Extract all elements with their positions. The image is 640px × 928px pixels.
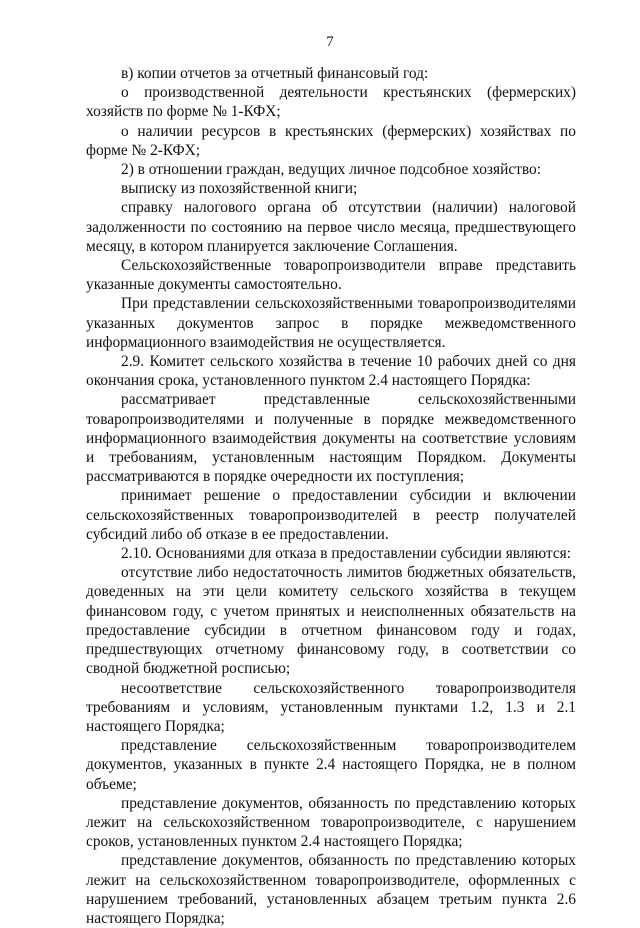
paragraph: о производственной деятельности крестьянских (фермерских) хозяйств по форме № 1-КФХ; (86, 84, 576, 121)
paragraph: о наличии ресурсов в крестьянских (фермерских) хозяйствах по форме № 2-КФХ; (86, 122, 576, 159)
paragraph: в) копии отчетов за отчетный финансовый год: (121, 65, 429, 82)
paragraph: принимает решение о предоставлении субсидии и включении сельскохозяйственных товаропроизводителей в реестр получателей субсидий либо об отказе в ее предоставлении. (86, 487, 576, 543)
paragraph: представление документов, обязанность по представлению которых лежит на сельскохозяйственном товаропроизводителе, с нарушением сроков, установленных пунктом 2.4 настоящего Порядка; (86, 794, 576, 851)
paragraph: 2.10. Основаниями для отказа в предоставлении субсидии являются: (121, 545, 572, 563)
paragraph: несоответствие сельскохозяйственного товаропроизводителя требованиям и условиям, установленным пунктами 1.2, 1.3 и 2.1 настоящего Порядка; (86, 679, 576, 735)
paragraph: 2.9. Комитет сельского хозяйства в течение 10 рабочих дней со дня окончания срока, установленного пунктом 2.4 настоящего Порядка: (86, 353, 576, 390)
paragraph: представление сельскохозяйственным товаропроизводителем документов, указанных в пункте 2.4 настоящего Порядка, не в полном объеме; (86, 737, 576, 793)
document-body (86, 64, 576, 928)
paragraph: 2) в отношении граждан, ведущих личное подсобное хозяйство: (121, 161, 542, 179)
paragraph: выписку из похозяйственной книги; (121, 180, 358, 198)
paragraph: рассматривает представленные сельскохозяйственными товаропроизводителями и полученные в порядке межведомственного информационного взаимодействия документы на соответствие условиям и требованиям, установленным настоящим Порядком. Документы рассматриваются в порядке очередности их поступления; (86, 391, 576, 486)
paragraph: справку налогового органа об отсутствии (наличии) налоговой задолженности по состоянию на первое число месяца, предшествующего месяцу, в котором планируется заключение Соглашения. (86, 199, 576, 255)
page-number: 7 (326, 34, 334, 50)
paragraph: отсутствие либо недостаточность лимитов бюджетных обязательств, доведенных на эти цели комитету сельского хозяйства в текущем финансовом году, с учетом принятых и неисполненных обязательств на предоставление субсидии в отчетном финансовом году и годах, предшествующих отчетному финансовому году, в соответствии со сводной бюджетной росписью; (86, 564, 576, 678)
paragraph: Сельскохозяйственные товаропроизводители вправе представить указанные документы самостоятельно. (86, 257, 576, 294)
paragraph: представление документов, обязанность по представлению которых лежит на сельскохозяйственном товаропроизводителе, оформленных с нарушением требований, установленных абзацем третьим пункта 2.6 настоящего Порядка; (86, 852, 576, 927)
paragraph: При представлении сельскохозяйственными товаропроизводителями указанных документов запрос в порядке межведомственного информационного взаимодействия не осуществляется. (86, 295, 576, 351)
